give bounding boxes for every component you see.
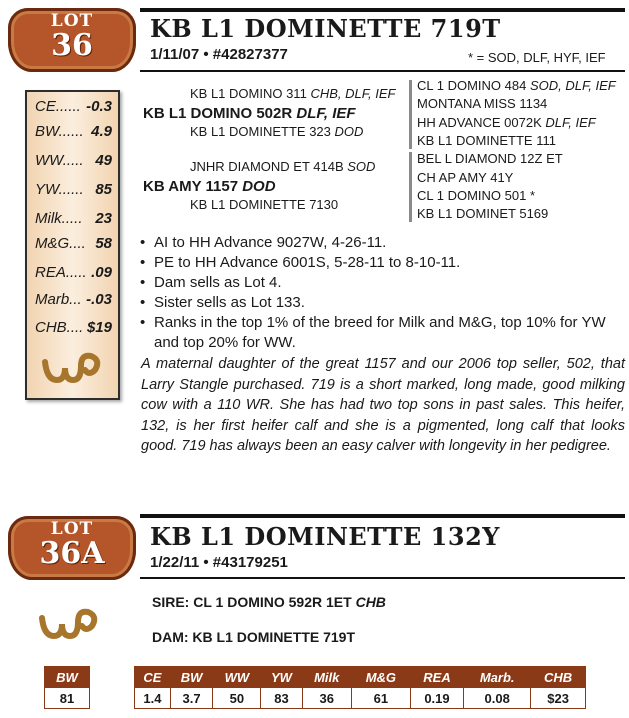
epd-row: CE...... -0.3 [35,98,112,115]
table-header: REA [410,667,463,688]
table-cell: $23 [531,688,586,709]
lot-label: LOT [50,11,94,31]
lot-number: 36A [39,536,105,571]
table-header: BW [170,667,213,688]
lot-number: 36 [51,28,93,63]
pedigree-sdd: KB L1 DOMINETTE 111 [417,133,556,148]
title-rule-bottom [140,577,625,579]
pedigree-dam: KB AMY 1157 DOD [143,178,276,195]
list-item: • Sister sells as Lot 133. [140,294,305,311]
pedigree-ssd: MONTANA MISS 1134 [417,96,548,111]
lot-badge [8,516,136,580]
lot-title: KB L1 DOMINETTE 132Y [150,522,500,551]
epd-panel [25,90,120,400]
table-header: YW [261,667,302,688]
title-rule-top [140,514,625,518]
pedigree-bracket [409,80,412,149]
table-cell: 81 [45,688,90,709]
table-header: BW [45,667,90,688]
epd-row: REA..... .09 [35,264,112,281]
pedigree-dsd: CH AP AMY 41Y [417,170,514,185]
brand-icon [41,350,103,390]
pedigree-dds: CL 1 DOMINO 501 * [417,188,536,203]
epd-row: BW...... 4.9 [35,123,112,140]
lot-label: LOT [50,519,94,539]
epd-row: WW..... 49 [35,152,112,169]
table-header: CHB [531,667,586,688]
list-item: • AI to HH Advance 9027W, 4-26-11. [140,234,387,251]
title-rule-bottom [140,70,625,72]
table-cell: 1.4 [135,688,171,709]
table-header: M&G [351,667,410,688]
birth-registration: 1/11/07 • #42827377 [150,46,288,63]
pedigree-sds: HH ADVANCE 0072K DLF, IEF [417,115,596,130]
list-item: • Dam sells as Lot 4. [140,274,282,291]
pedigree-sire-dam: KB L1 DOMINETTE 323 DOD [190,124,364,139]
pedigree-bracket [409,152,412,222]
epd-table [134,666,586,709]
pedigree-dam-dam: KB L1 DOMINETTE 7130 [190,197,339,212]
legend-text: * = SOD, DLF, HYF, IEF [468,50,606,65]
title-rule-top [140,8,625,12]
table-cell: 83 [261,688,302,709]
epd-row: Milk..... 23 [35,210,112,227]
table-cell: 3.7 [170,688,213,709]
pedigree-sire-sire: KB L1 DOMINO 311 CHB, DLF, IEF [190,86,396,101]
description-paragraph: A maternal daughter of the great 1157 and our 2006 top seller, 502, that Larry Stangle purchased. 719 is a short marked, long made, good milking cow with a 110 WR. She has had two top sons in past sales. This heifer, 132, is her first heifer calf and she is a pigmented, long calf that looks good. 719 has always been an easy calver with longevity in her pedigree. [141,356,625,454]
table-cell: 0.19 [410,688,463,709]
epd-row: Marb... -.03 [35,291,112,308]
pedigree-ddd: KB L1 DOMINET 5169 [417,206,549,221]
notes-list [140,233,620,353]
list-item: • Ranks in the top 1% of the breed for Milk and M&G, top 10% for YW and top 20% for WW. [140,314,606,351]
pedigree-sss: CL 1 DOMINO 484 SOD, DLF, IEF [417,78,616,93]
pedigree-sire: KB L1 DOMINO 502R DLF, IEF [143,105,356,122]
table-header: Milk [302,667,351,688]
table-cell: 0.08 [464,688,531,709]
table-cell: 36 [302,688,351,709]
table-header: CE [135,667,171,688]
birth-weight-table [44,666,90,709]
sire-line: SIRE: CL 1 DOMINO 592R 1ET CHB [152,594,386,610]
table-cell: 50 [213,688,261,709]
lot-badge [8,8,136,72]
list-item: • PE to HH Advance 6001S, 5-28-11 to 8-10-11. [140,254,461,271]
epd-row: CHB.... $19 [35,319,112,336]
table-header: WW [213,667,261,688]
table-cell: 61 [351,688,410,709]
table-header: Marb. [464,667,531,688]
birth-registration: 1/22/11 • #43179251 [150,554,288,571]
pedigree-dam-sire: JNHR DIAMOND ET 414B SOD [190,159,376,174]
dam-line: DAM: KB L1 DOMINETTE 719T [152,629,356,645]
epd-row: M&G.... 58 [35,235,112,252]
brand-icon [38,606,100,646]
lot-title: KB L1 DOMINETTE 719T [150,14,501,43]
epd-row: YW...... 85 [35,181,112,198]
pedigree-dss: BEL L DIAMOND 12Z ET [417,151,563,166]
